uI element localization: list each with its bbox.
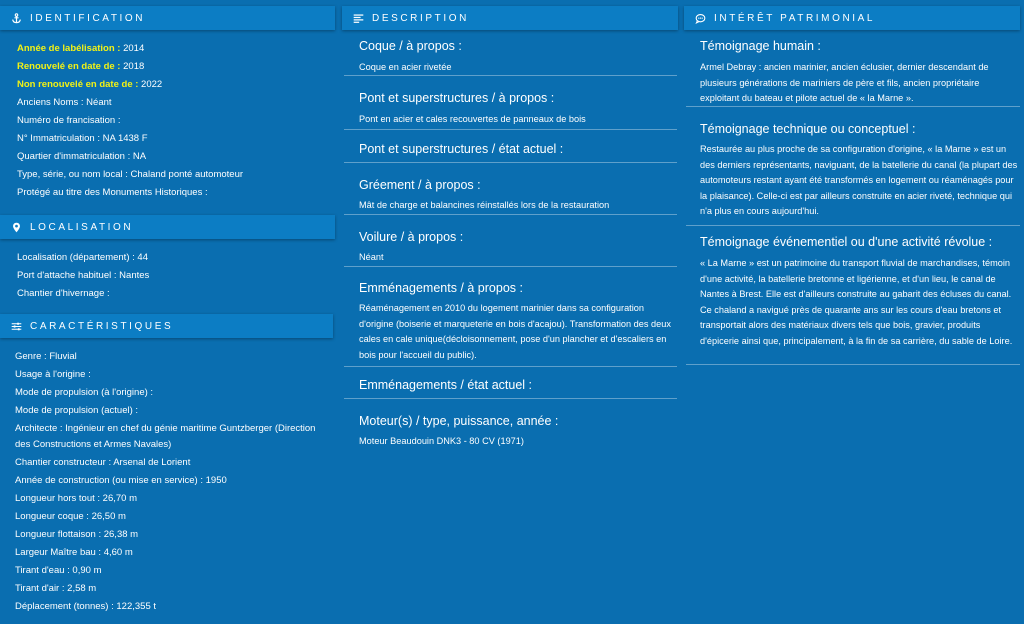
info-label: Port d'attache habituel :: [17, 270, 117, 281]
info-label: Localisation (département) :: [17, 252, 135, 263]
description-block-text: Pont en acier et cales recouvertes de panneaux de bois: [359, 114, 586, 124]
info-value: 4,60 m: [101, 546, 133, 558]
divider: [344, 266, 677, 267]
info-row: [17, 166, 337, 184]
info-label: Usage à l'origine :: [15, 369, 91, 380]
description-block-text: Moteur Beaudouin DNK3 - 80 CV (1971): [359, 436, 524, 446]
description-header: [342, 6, 678, 30]
divider: [344, 75, 677, 76]
interet-block-text: Armel Debray : ancien marinier, ancien éclusier, dernier descendant de plusieurs générations de mariniers de père et fils, ancien propriétaire exploitant du bateau et pilote actuel de « la Marne ».: [700, 62, 989, 104]
info-label: Chantier d'hivernage :: [17, 288, 110, 299]
interet-block-title: Témoignage technique ou conceptuel :: [700, 122, 916, 136]
info-value: 0,90 m: [69, 564, 102, 576]
info-row: [15, 562, 333, 580]
map-pin-icon: [10, 221, 22, 233]
info-label: Quartier d'immatriculation :: [17, 151, 131, 162]
info-label: Année de construction (ou mise en service) :: [15, 474, 203, 486]
description-block-text: Réaménagement en 2010 du logement marinier dans sa configuration d'origine (boiserie et marqueterie en bois d'acajou). Transformation des deux cales en cale unique(décloisonnement, pose d'un plancher et d'escaliers en bois pour l'accueil du public).: [359, 303, 671, 360]
info-label: Longueur flottaison :: [15, 528, 102, 540]
identification-header: [0, 6, 335, 30]
info-row: [17, 148, 337, 166]
info-label: Tirant d'eau :: [15, 564, 70, 576]
info-label: Non renouvelé en date de :: [17, 79, 139, 90]
info-value: Arsenal de Lorient: [111, 456, 191, 468]
info-label: Mode de propulsion (actuel) :: [15, 405, 139, 416]
sliders-icon: [10, 320, 22, 332]
info-row: [17, 94, 337, 112]
info-label: Mode de propulsion (à l'origine) :: [15, 387, 154, 398]
info-row: [15, 420, 333, 454]
info-row: [17, 267, 337, 285]
divider: [686, 225, 1020, 226]
info-label: N° Immatriculation :: [17, 133, 100, 144]
info-row: [17, 285, 337, 303]
divider: [344, 162, 677, 163]
info-row: [15, 454, 333, 472]
info-row: [15, 508, 333, 526]
info-value: Fluvial: [46, 351, 77, 362]
interet-block-text: Restaurée au plus proche de sa configuration d'origine, « la Marne » est un des derniers représentants, naviguant, de la batellerie du canal (la plupart des automoteurs restant ayant été transformés en logement ou réaménagés pour la plaisance). Celle-ci est par ailleurs construite en acier riveté, technique qui n'a plus en cours aujourd'hui.: [700, 144, 1018, 217]
info-label: Largeur Maître bau :: [15, 546, 102, 558]
divider: [686, 364, 1020, 365]
info-value: 2018: [120, 61, 145, 72]
info-row: [15, 544, 333, 562]
info-row: [15, 580, 333, 598]
info-label: Déplacement (tonnes) :: [15, 600, 114, 612]
info-row: [15, 526, 333, 544]
info-value: Nantes: [116, 270, 150, 281]
info-value: 122,355 t: [113, 600, 157, 612]
description-title: DESCRIPTION: [372, 12, 469, 24]
info-label: Numéro de francisation :: [17, 115, 121, 126]
interet-header: [684, 6, 1020, 30]
description-block-text: Coque en acier rivetée: [359, 62, 452, 72]
interet-block-text: « La Marne » est un patrimoine du transport fluvial de marchandises, témoin d'une activité, la batellerie bretonne et ligérienne, et d'un lieu, le canal de Nantes à Brest. Elle est d'ailleurs construite au gabarit des écluses du canal. Ce chaland a navigué près de quarante ans sur les cours d'eau bretons et transportait alors des matériaux divers tels que bois, gravier, produits d'épicerie ainsi que, principalement, à la fin de sa carrière, du sable de Loire.: [700, 258, 1013, 346]
info-row: [15, 348, 333, 366]
info-label: Tirant d'air :: [15, 582, 65, 594]
info-label: Année de labélisation :: [17, 43, 121, 54]
info-label: Longueur coque :: [15, 510, 89, 522]
description-block-title: Coque / à propos :: [359, 39, 462, 53]
identification-title: IDENTIFICATION: [30, 12, 146, 24]
info-value: 2,58 m: [64, 582, 97, 594]
info-label: Longueur hors tout :: [15, 492, 101, 504]
localisation-title: LOCALISATION: [30, 221, 134, 233]
info-row: [17, 76, 337, 94]
info-label: Genre :: [15, 351, 47, 362]
localisation-list: [17, 249, 337, 303]
divider: [344, 366, 677, 367]
description-block-title: Moteur(s) / type, puissance, année :: [359, 414, 559, 428]
interet-title: INTÉRÊT PATRIMONIAL: [714, 12, 876, 24]
info-label: Type, série, ou nom local :: [17, 169, 128, 180]
info-row: [15, 402, 333, 420]
info-row: [17, 130, 337, 148]
list-icon: [352, 12, 364, 24]
info-value: 26,38 m: [101, 528, 139, 540]
description-block-title: Gréement / à propos :: [359, 178, 481, 192]
info-row: [15, 598, 333, 616]
info-row: [15, 366, 333, 384]
interet-block-title: Témoignage événementiel ou d'une activité révolue :: [700, 235, 993, 249]
divider: [344, 398, 677, 399]
description-block-title: Voilure / à propos :: [359, 230, 464, 244]
divider: [686, 106, 1020, 107]
info-value: 44: [134, 252, 148, 263]
info-row: [17, 184, 337, 202]
info-label: Chantier constructeur :: [15, 456, 112, 468]
divider: [344, 129, 677, 130]
description-block-text: Mât de charge et balancines réinstallés lors de la restauration: [359, 200, 610, 210]
identification-list: [17, 40, 337, 202]
info-row: [15, 490, 333, 508]
description-block-title: Emménagements / à propos :: [359, 281, 523, 295]
caracteristiques-header: [0, 314, 333, 338]
description-block-text: Néant: [359, 252, 384, 262]
info-label: Architecte :: [15, 423, 63, 434]
info-row: [17, 249, 337, 267]
localisation-header: [0, 215, 335, 239]
info-value: 2022: [138, 79, 163, 90]
info-value: NA 1438 F: [100, 133, 148, 144]
chat-bubble-icon: [694, 12, 706, 24]
description-block-title: Pont et superstructures / état actuel :: [359, 142, 564, 156]
info-row: [15, 472, 333, 490]
info-value: Ingénieur en chef du génie maritime Guntzberger (Direction des Constructions et Armes Navales): [15, 423, 316, 450]
info-label: Renouvelé en date de :: [17, 61, 121, 72]
info-row: [15, 384, 333, 402]
caracteristiques-list: [15, 348, 333, 616]
divider: [344, 214, 677, 215]
info-row: [17, 112, 337, 130]
info-row: [17, 40, 337, 58]
description-block-title: Emménagements / état actuel :: [359, 378, 533, 392]
info-value: 26,50 m: [88, 510, 126, 522]
interet-block-title: Témoignage humain :: [700, 39, 821, 53]
anchor-icon: [10, 12, 22, 24]
info-label: Anciens Noms :: [17, 97, 84, 108]
caracteristiques-title: CARACTÉRISTIQUES: [30, 320, 174, 332]
info-label: Protégé au titre des Monuments Historiques :: [17, 187, 208, 198]
info-value: NA: [130, 151, 147, 162]
description-block-title: Pont et superstructures / à propos :: [359, 91, 555, 105]
info-row: [17, 58, 337, 76]
info-value: Chaland ponté automoteur: [127, 169, 244, 180]
info-value: Néant: [83, 97, 112, 108]
info-value: 2014: [120, 43, 145, 54]
info-value: 26,70 m: [100, 492, 138, 504]
info-value: 1950: [202, 474, 227, 486]
